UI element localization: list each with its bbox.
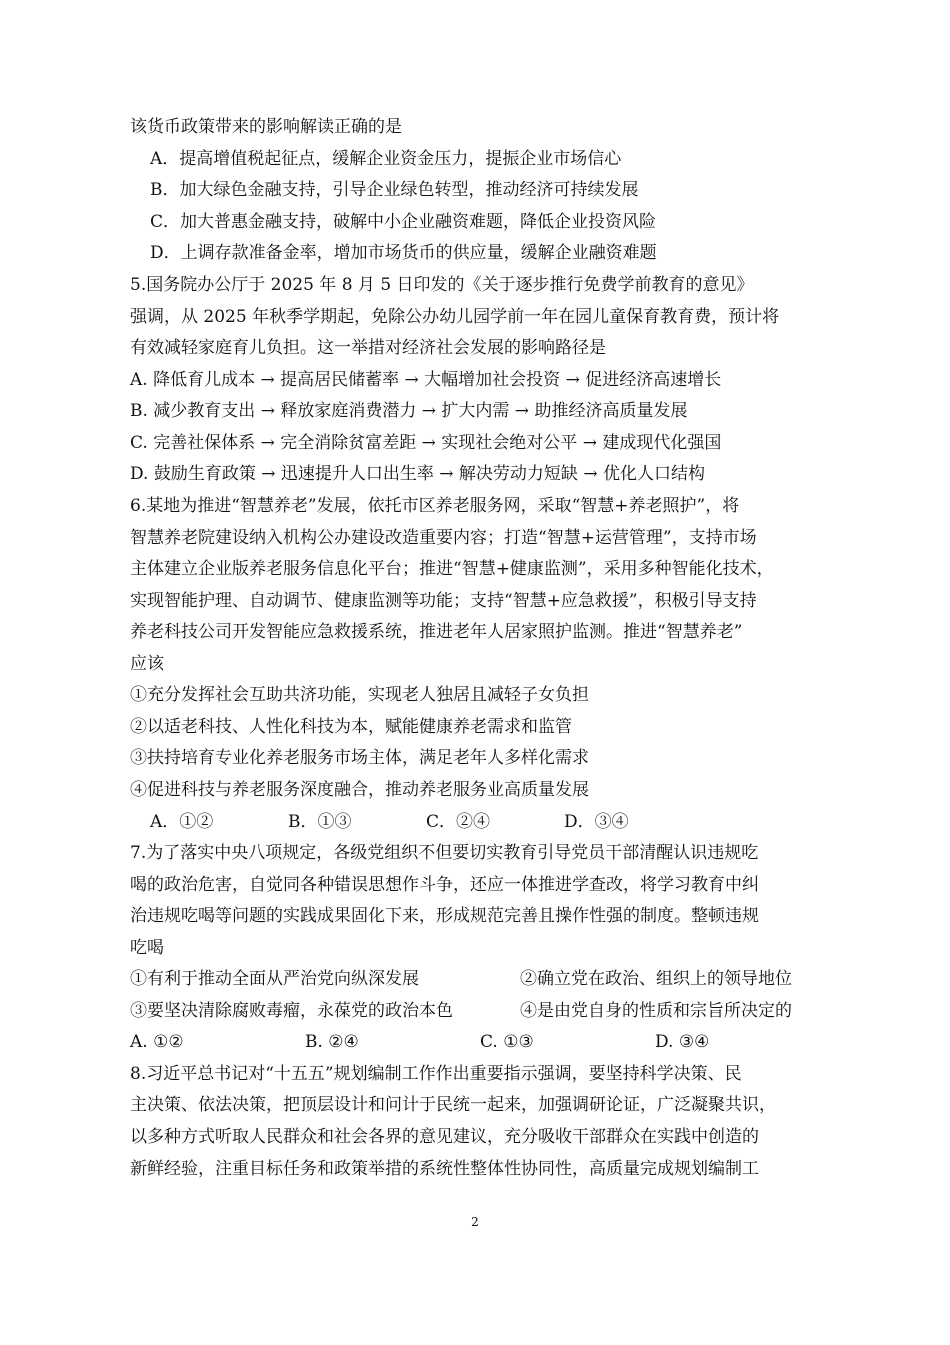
q8-stem-line: 主决策、依法决策，把顶层设计和问计于民统一起来，加强调研论证，广泛凝聚共识，	[130, 1095, 776, 1115]
q4-option-c: C．加大普惠金融支持，破解中小企业融资难题，降低企业投资风险	[150, 212, 657, 232]
page-number: 2	[471, 1215, 479, 1229]
q4-stem-tail: 该货币政策带来的影响解读正确的是	[130, 117, 402, 137]
q7-option-a: A. ①②	[130, 1032, 184, 1052]
q5-stem-line: 强调，从 2025 年秋季学期起，免除公办幼儿园学前一年在园儿童保育教育费，预计将	[130, 307, 780, 327]
q6-option-d: D．③④	[564, 812, 629, 832]
q7-stem-line: 7.为了落实中央八项规定，各级党组织不但要切实教育引导党员干部清醒认识违规吃	[130, 843, 759, 863]
q4-option-b: B．加大绿色金融支持，引导企业绿色转型，推动经济可持续发展	[150, 180, 639, 200]
q4-option-a: A．提高增值税起征点，缓解企业资金压力，提振企业市场信心	[150, 149, 622, 169]
q7-item-4: ④是由党自身的性质和宗旨所决定的	[520, 1001, 792, 1021]
q8-stem-line: 8.习近平总书记对“十五五”规划编制工作作出重要指示强调，要坚持科学决策、民	[130, 1064, 742, 1084]
q6-option-c: C．②④	[426, 812, 491, 832]
q6-item-4: ④促进科技与养老服务深度融合，推动养老服务业高质量发展	[130, 780, 589, 800]
q6-option-b: B．①③	[288, 812, 352, 832]
q5-stem-line: 5.国务院办公厅于 2025 年 8 月 5 日印发的《关于逐步推行免费学前教育的意见》	[130, 275, 754, 295]
q6-stem-line: 实现智能护理、自动调节、健康监测等功能；支持“智慧+应急救援”，积极引导支持	[130, 591, 757, 611]
q5-option-b: B. 减少教育支出 → 释放家庭消费潜力 → 扩大内需 → 助推经济高质量发展	[130, 401, 688, 421]
q6-option-a: A．①②	[150, 812, 214, 832]
q7-item-3: ③要坚决清除腐败毒瘤，永葆党的政治本色	[130, 1001, 453, 1021]
q7-items-row	[130, 1000, 830, 1022]
q6-stem-line: 应该	[130, 654, 164, 674]
q6-stem-line: 主体建立企业版养老服务信息化平台；推进“智慧+健康监测”，采用多种智能化技术，	[130, 559, 774, 579]
q7-items-row	[130, 968, 830, 990]
q7-option-b: B. ②④	[305, 1032, 359, 1052]
q6-item-1: ①充分发挥社会互助共济功能，实现老人独居且减轻子女负担	[130, 685, 589, 705]
q7-stem-line: 治违规吃喝等问题的实践成果固化下来，形成规范完善且操作性强的制度。整顿违规	[130, 906, 759, 926]
q7-stem-line: 喝的政治危害，自觉同各种错误思想作斗争，还应一体推进学查改，将学习教育中纠	[130, 875, 759, 895]
q6-stem-line: 6.某地为推进“智慧养老”发展，依托市区养老服务网，采取“智慧+养老照护”，将	[130, 496, 740, 516]
q6-stem-line: 智慧养老院建设纳入机构公办建设改造重要内容；打造“智慧+运营管理”，支持市场	[130, 528, 757, 548]
q7-item-2: ②确立党在政治、组织上的领导地位	[520, 969, 792, 989]
q8-stem-line: 以多种方式听取人民群众和社会各界的意见建议，充分吸收干部群众在实践中创造的	[130, 1127, 759, 1147]
q5-option-a: A. 降低育儿成本 → 提高居民储蓄率 → 大幅增加社会投资 → 促进经济高速增长	[130, 370, 722, 390]
q5-option-c: C. 完善社保体系 → 完全消除贫富差距 → 实现社会绝对公平 → 建成现代化强国	[130, 433, 722, 453]
q6-stem-line: 养老科技公司开发智能应急救援系统，推进老年人居家照护监测。推进“智慧养老”	[130, 622, 743, 642]
q7-stem-line: 吃喝	[130, 938, 164, 958]
q7-item-1: ①有利于推动全面从严治党向纵深发展	[130, 969, 419, 989]
q6-item-3: ③扶持培育专业化养老服务市场主体，满足老年人多样化需求	[130, 748, 589, 768]
q5-stem-line: 有效减轻家庭育儿负担。这一举措对经济社会发展的影响路径是	[130, 338, 606, 358]
q8-stem-line: 新鲜经验，注重目标任务和政策举措的系统性整体性协同性，高质量完成规划编制工	[130, 1159, 759, 1179]
q7-option-d: D. ③④	[655, 1032, 710, 1052]
q7-option-c: C. ①③	[480, 1032, 534, 1052]
q4-option-d: D．上调存款准备金率，增加市场货币的供应量，缓解企业融资难题	[150, 243, 657, 263]
q6-options	[150, 811, 850, 833]
q5-option-d: D. 鼓励生育政策 → 迅速提升人口出生率 → 解决劳动力短缺 → 优化人口结构	[130, 464, 705, 484]
q6-item-2: ②以适老科技、人性化科技为本，赋能健康养老需求和监管	[130, 717, 572, 737]
q7-options	[130, 1031, 830, 1053]
